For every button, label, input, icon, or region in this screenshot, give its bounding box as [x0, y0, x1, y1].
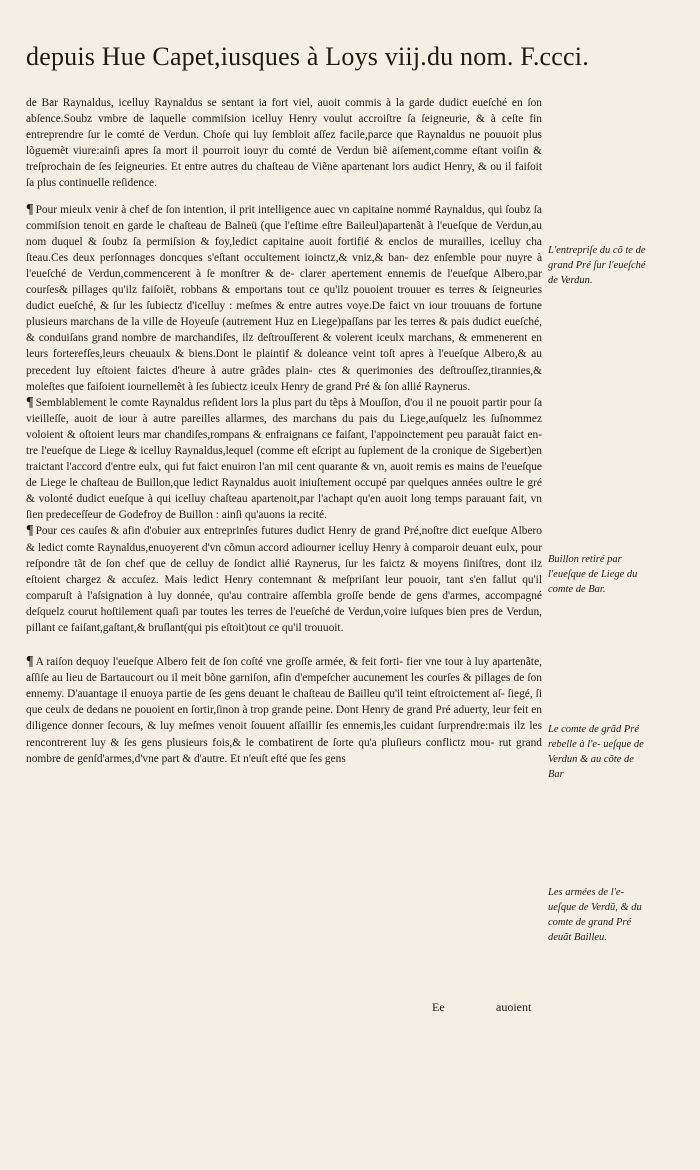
margin-note-3: Le comte de grãd Pré rebelle à l'e- ueſque de Verdun & au cõte de Bar — [548, 724, 644, 780]
main-text-column — [26, 95, 542, 767]
paragraph-text: Semblablement le comte Raynaldus reſident lors la plus part du tẽps à Mouſſon, d'ou il ne pouoit partir pour ſa vieilleſſe, auoit de iour à autre pareilles allarmes, des marchans du pais du Liege,auſquelz les ſuſnommez voloient & oſtoient leurs mar chandiſes,rompans & enfraignans ce faiſant, l'appoinctement peu parauãt faict en- tre l'eueſque de Liege & icelluy Raynaldus,lequel (comme eſt eſcript au ſuplement de la cronique de Sigebert)en traictant l'accord d'entre eulx, qui fut faict enuiron l'an mil cent quarante & vn, auoit remis es mains de l'eueſque de Liege le chaſteau de Buillon,que ledict Raynaldus auoit iniuſtement occupé par quelques années oultre le gré & volonté dudict eueſque à qui icelluy chaſteau apartenoit,par l'achapt qu'en auoit long temps parauant fait, vn ſien predeceſſeur de Godefroy de Buillon : ainſi qu'auons ia recité. — [26, 396, 542, 522]
paragraph-text: de Bar Raynaldus, icelluy Raynaldus se sentant ia fort viel, auoit commis à la garde dudict eueſché en ſon abſence.Soubz vmbre de laquelle commiſsion icelluy Henry voulut accroiſtre ſa ſeigneurie, & à ceſte fin entreprendre ſur le comté de Verdun. Choſe qui luy ſembloit aſſez facile,parce que Raynaldus ne pouuoit plus lõguemẽt viure:ainſi apres ſa mort il pourroit iouyr du comté de Verdun biẽ aiſement,comme eſtant voiſin & treſprochain de ſes ſeigneuries. Et entre autres du chaſteau de Viẽne apartenant lors audict Henry, & ou il faiſoit ſa plus continuelle reſidence. — [26, 97, 542, 190]
margin-note-2: Buillon retiré par l'eueſque de Liege du comte de Bar. — [548, 554, 638, 595]
paragraph-3 — [26, 395, 542, 524]
paragraph-1 — [26, 95, 542, 192]
paragraph-5 — [26, 654, 542, 767]
pilcrow-icon: ¶ — [26, 523, 34, 539]
signature-mark: Ee — [432, 1000, 445, 1014]
margin-note-1: L'entrepriſe du cõ te de grand Pré ſur l'eueſché de Verdun. — [548, 245, 646, 286]
pilcrow-icon: ¶ — [26, 394, 34, 410]
pilcrow-icon: ¶ — [26, 654, 34, 670]
paragraph-4 — [26, 523, 542, 636]
catchword: auoient — [496, 1000, 532, 1014]
margin-note-4: Les armées de l'e- ueſque de Verdũ, & du comte de grand Pré deuãt Bailleu. — [548, 887, 642, 943]
paragraph-text: Pour ces cauſes & afin d'obuier aux entreprinſes futures dudict Henry de grand Pré,noſtre dict eueſque Albero & ledict comte Raynaldus,enuoyerent d'vn cõmun accord adiourner icelluy Henry à comparoir deuant eulx, pour reſpondre tãt de ſon chef que de celluy de ſondict allié Raynerus, ſur les faictz & moyens ſiniſtres, dont ilz eſtoient chargez & accuſez. Mais ledict Henry contemnant & meſpriſant leur pouoir, tant s'en fallut qu'il comparuſt à l'aſsignation à luy donnée, qu'au contraire aſſembla groſſe bende de gens d'armes, accompagné deſquelz courut hoſtilement quaſi par toutes les terres de l'eueſché de Verdun,voire iuſques bien pres de Verdun, pillant ce faiſant,gaſtant,& bruſlant(qui pis eſtoit)tout ce qu'il trouuoit. — [26, 525, 542, 634]
paragraph-2 — [26, 202, 542, 395]
running-header: depuis Hue Capet,iusques à Loys viij.du nom. F.ccci. — [26, 42, 589, 71]
paragraph-text: Pour mieulx venir à chef de ſon intention, il prit intelligence auec vn capitaine nommé Raynaldus, qui ſoubz ſa commiſsion tenoit en garde le chaſteau de Balneü (que l'eſtime eſtre Baileul)apartenãt à l'eueſque de Verdun,au nom duquel & ſoubz ſa permiſsion & foy,ledict capitaine auoit fortifié & enclos de murailles, icelluy cha ſteau.Ces deux perſonnages doncques s'eſtant occultement ioinctz,& vniz,& ban- dez enſemble pour nuyre à l'eueſché de Verdun,commencerent à ſe monſtrer & de- clarer apertement ennemis de l'eueſque Albero,par courſes& pillages qu'ilz faiſoiẽt, robbans & emportans tout ce qu'ilz pouoient trouuer es terres & ſeigneuries dudict eueſché, & ſur les ſubiectz d'icelluy : meſmes & entre autres voye.De faict vn iour trouuans de fortune plusieurs marchans de la ville de Hoyeuſe (autrement Huz en Liege)paſſans par les terres & pais dudict eueſché, & conduiſans grand nombre de marchandiſes, ilz deſtrouſſerent & volerent iceulx marchans, & emmenerent en leurs forterefſes,leurs cheuaulx & biens.Dont le plaintif & doleance veint toſt apres à l'eueſque Albero,& au precedent luy eſtoient faictes d'heure à autre grãdes plain- ctes & querimonies des deſtrouſſez,tirannies,& moleſtes que faiſoient iournellemẽt à ſes ſubiectz iceulx Henry de grand Pré & ſon allié Raynerus. — [26, 203, 542, 393]
pilcrow-icon: ¶ — [26, 201, 34, 217]
paragraph-text: A raiſon dequoy l'eueſque Albero feit de ſon coſté vne groſſe armée, & feit forti- fier vne tour à luy apartenãte, aſſiſe au lieu de Bartaucourt ou il meit bõne garniſon, afin d'empeſcher aucunement les courſes & pillages de ſon ennemy. D'auantage il enuoya partie de ſes gens deuant le chaſteau de Bailleu qu'il teint eſtroictement aſ- ſiegé, ſi que ceulx de dedans ne pouoient en ſortir,ſinon à trop grande peine. Dont Henry de grand Pré aduerty, leur feit en diligence donner ſecours, & luy meſmes venoit ſouuent aſſaillir ſes ennemis,les cuidant ſurprendre:mais ilz les rencontrerent luy & ſes gens plusieurs fois,& le combatirent de ſorte qu'a pluſieurs conflictz mou- rut grand nombre de genſd'armes,d'vne part & d'autre. Et n'euſt eſté que ſes gens — [26, 656, 542, 765]
